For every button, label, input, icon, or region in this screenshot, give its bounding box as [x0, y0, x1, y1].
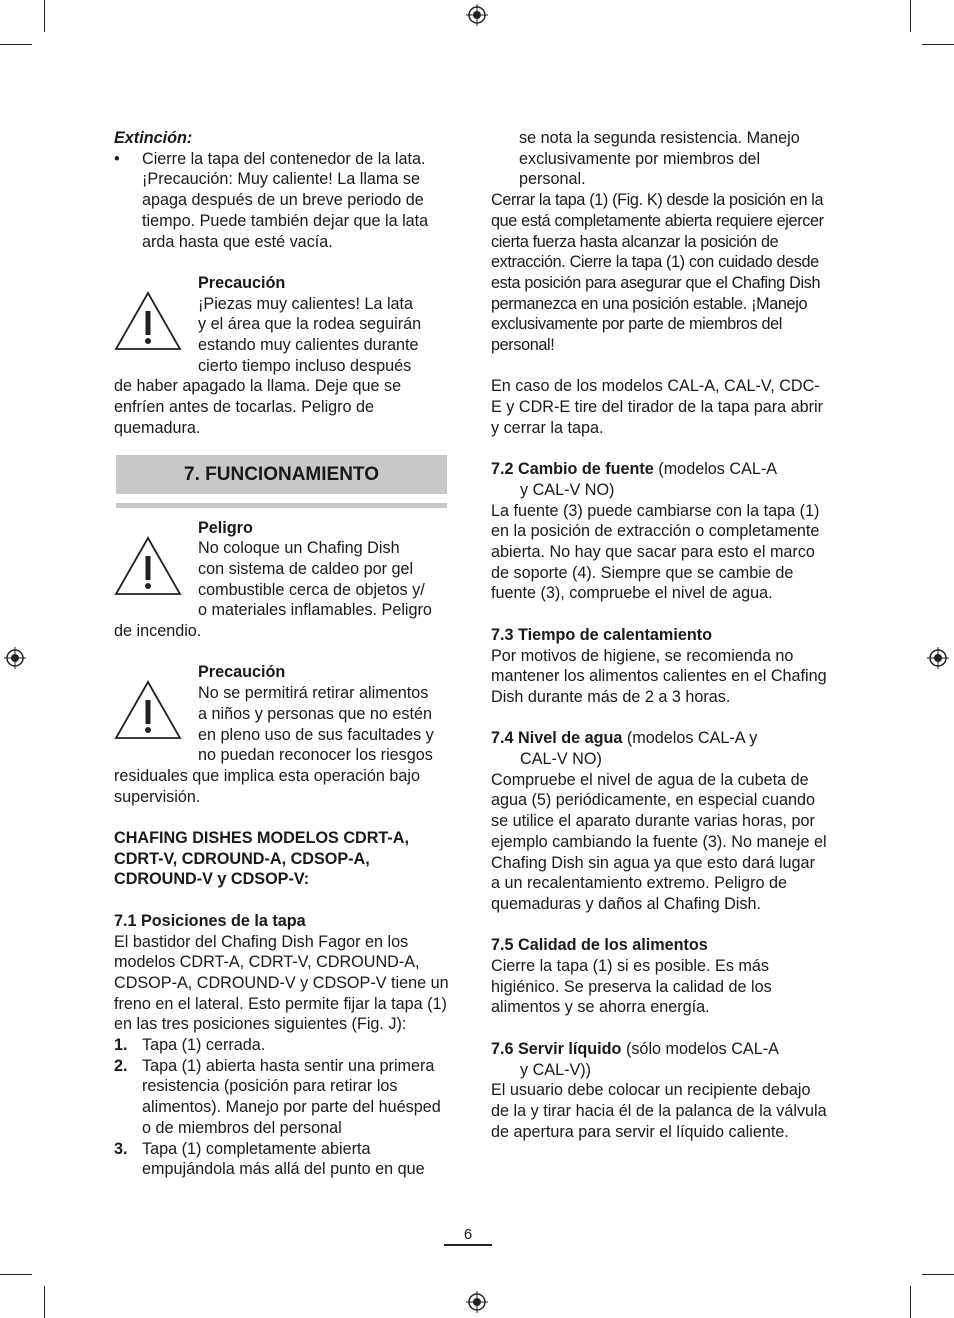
- item-number: 3.: [114, 1139, 128, 1158]
- subsection-note: y CAL-V NO): [520, 480, 615, 499]
- item-number: 2.: [114, 1056, 128, 1075]
- crop-mark: [922, 44, 954, 45]
- warning-text: residuales que implica esta operación bajo supervisión.: [114, 766, 420, 806]
- warning-line: con sistema de caldeo por gel: [198, 559, 414, 578]
- extincion-heading: Extinción:: [114, 129, 193, 147]
- paragraph: El usuario debe colocar un recipiente debajo de la y tirar hacia él de la palanca de la válvula de apertura para servir el líquido caliente.: [491, 1081, 827, 1141]
- warning-icon: [114, 536, 182, 596]
- subsection-title: 7.6 Servir líquido: [491, 1039, 622, 1058]
- warning-line: y el área que la rodea seguirán: [198, 315, 422, 334]
- page-number: 6: [463, 1226, 473, 1243]
- list-item: [114, 1139, 450, 1180]
- item-text: Tapa (1) abierta hasta sentir una primera resistencia (posición para retirar los alimentos). Manejo por parte del huésped o de miembros del personal: [142, 1056, 441, 1137]
- warning-line: o materiales inflamables. Peligro: [198, 601, 432, 620]
- registration-mark-icon: [4, 647, 26, 669]
- crop-mark: [910, 1286, 911, 1318]
- registration-mark-icon: [466, 1291, 488, 1313]
- warning-text: de haber apagado la llama. Deje que se enfríen antes de tocarlas. Peligro de quemadura.: [114, 377, 402, 437]
- warning-text: de incendio.: [114, 622, 202, 641]
- warning-line: ¡Piezas muy calientes! La lata: [198, 294, 414, 313]
- warning-icon: [114, 291, 182, 351]
- crop-mark: [0, 1274, 32, 1275]
- warning-line: estando muy calientes durante: [198, 336, 419, 355]
- subsection-heading: [491, 728, 827, 749]
- page-number-rule: [444, 1244, 492, 1246]
- subsection-heading: [491, 1039, 827, 1060]
- subsection-heading: [491, 459, 827, 480]
- subsection-title: 7.2 Cambio de fuente: [491, 460, 654, 479]
- subsection-title: 7.5 Calidad de los alimentos: [491, 936, 708, 955]
- crop-mark: [922, 1274, 954, 1275]
- left-column: [114, 128, 450, 1180]
- warning-block: [114, 518, 450, 642]
- paragraph: Cierre la tapa (1) si es posible. Es más higiénico. Se preserva la calidad de los alimentos y se ahorra energía.: [491, 957, 772, 1017]
- extincion-text: Cierre la tapa del contenedor de la lata. ¡Precaución: Muy caliente! La llama se apaga después de un breve periodo de tiempo. Puede también dejar que la lata arda hasta que esté vacía.: [142, 149, 429, 251]
- subsection-title: 7.4 Nivel de agua: [491, 729, 623, 748]
- subsection-note: (sólo modelos CAL-A: [621, 1039, 779, 1058]
- subsection-note: (modelos CAL-A: [653, 460, 778, 479]
- subsection-note: CAL-V NO): [520, 750, 602, 769]
- paragraph: Por motivos de higiene, se recomienda no mantener los alimentos calientes en el Chafing Dish durante más de 2 a 3 horas.: [491, 646, 827, 706]
- warning-line: combustible cerca de objetos y/: [198, 580, 425, 599]
- crop-mark: [0, 44, 32, 45]
- paragraph: El bastidor del Chafing Dish Fagor en los modelos CDRT-A, CDRT-V, CDROUND-A, CDSOP-A, CDROUND-V y CDSOP-V tiene un freno en el lateral. Esto permite fijar la tapa (1) en las tres posiciones siguientes (Fig. J):: [114, 932, 449, 1034]
- warning-line: a niños y personas que no estén: [198, 704, 432, 723]
- warning-line: en pleno uso de sus facultades y: [198, 725, 434, 744]
- item-text: Tapa (1) completamente abierta empujándola más allá del punto en que: [142, 1139, 425, 1179]
- section-title: 7. FUNCIONAMIENTO: [116, 455, 447, 494]
- subsection-note: y CAL-V)): [520, 1060, 592, 1079]
- subsection-title: 7.1 Posiciones de la tapa: [114, 911, 306, 930]
- warning-title: Precaución: [198, 273, 286, 292]
- warning-line: cierto tiempo incluso después: [198, 356, 412, 375]
- warning-line: No se permitirá retirar alimentos: [198, 684, 429, 703]
- list-item: [114, 1056, 450, 1139]
- list-item: [114, 149, 450, 253]
- registration-mark-icon: [927, 647, 949, 669]
- item-number: 1.: [114, 1036, 128, 1055]
- paragraph: Compruebe el nivel de agua de la cubeta de agua (5) periódicamente, en especial cuando se utilice el aparato durante varias horas, por ejemplo cambiando la fuente (3). No maneje el Chafing Dish sin agua ya que esto dará lugar a un recalentamiento extremo. Peligro de quemaduras y daños al Chafing Dish.: [491, 770, 827, 913]
- warning-line: No coloque un Chafing Dish: [198, 539, 400, 558]
- subsection-note: (modelos CAL-A y: [622, 729, 758, 748]
- warning-line: no puedan reconocer los riesgos: [198, 746, 433, 765]
- subsection-title: 7.3 Tiempo de calentamiento: [491, 625, 712, 644]
- crop-mark: [44, 0, 45, 32]
- models-heading: CHAFING DISHES MODELOS CDRT-A, CDRT-V, CDROUND-A, CDSOP-A, CDROUND-V y CDSOP-V:: [114, 829, 409, 889]
- list-item: [114, 1035, 450, 1056]
- crop-mark: [910, 0, 911, 32]
- warning-block: [114, 662, 450, 807]
- registration-mark-icon: [466, 4, 488, 26]
- item-continuation: se nota la segunda resistencia. Manejo exclusivamente por miembros del personal.: [519, 129, 800, 189]
- warning-block: [114, 273, 450, 439]
- warning-icon: [114, 680, 182, 740]
- bullet-mark: •: [114, 149, 120, 168]
- right-column: [491, 128, 827, 1142]
- paragraph: La fuente (3) puede cambiarse con la tapa (1) en la posición de extracción o completamente abierta. No hay que sacar para esto el marco de soporte (4). Siempre que se cambie de fuente (3), compruebe el nivel de agua.: [491, 501, 820, 603]
- warning-title: Precaución: [198, 663, 286, 682]
- warning-title: Peligro: [198, 518, 253, 537]
- item-text: Tapa (1) cerrada.: [142, 1036, 266, 1055]
- paragraph: En caso de los modelos CAL-A, CAL-V, CDC-E y CDR-E tire del tirador de la tapa para abrir y cerrar la tapa.: [491, 377, 823, 437]
- crop-mark: [44, 1286, 45, 1318]
- paragraph: Cerrar la tapa (1) (Fig. K) desde la posición en la que está completamente abierta requiere ejercer cierta fuerza hasta alcanzar la posición de extracción. Cierre la tapa (1) con cuidado desde esta posición para asegurar que el Chafing Dish permanezca en una posición estable. ¡Manejo exclusivamente por parte de miembros del personal!: [491, 191, 824, 355]
